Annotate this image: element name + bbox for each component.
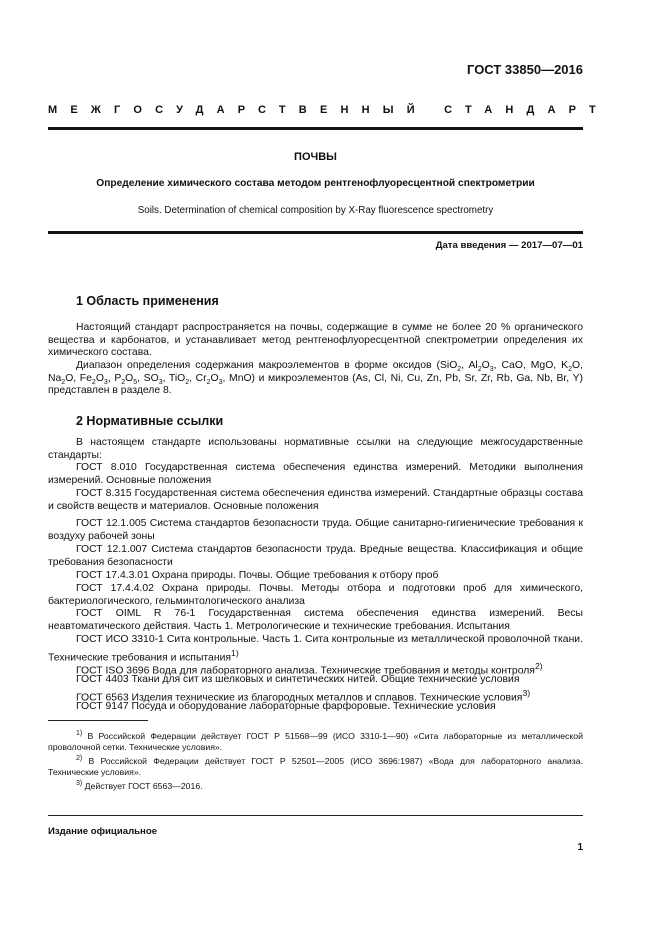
reference-item: ГОСТ 17.4.3.01 Охрана природы. Почвы. Общие требования к отбору проб: [76, 570, 439, 581]
document-title-english: Soils. Determination of chemical composition by X-Ray fluorescence spectrometry: [137, 205, 494, 216]
page-number: 1: [577, 842, 583, 853]
footnote-separator: [48, 720, 148, 721]
section-1-heading: 1 Область применения: [76, 294, 219, 308]
footnote: $^{2)}$ В Российской Федерации действует ГОСТ Р 52501—2005 (ИСО 3696:1987) «Вода для лабораторного анализа. Технические условия».: [48, 755, 583, 777]
reference-item: ГОСТ 17.4.4.02 Охрана природы. Почвы. Методы отбора и подготовки проб для химического, бактериологического, гельминтологического анализа: [48, 583, 583, 607]
standard-code: ГОСТ 33850—2016: [467, 62, 583, 77]
title-rule: [48, 231, 583, 234]
footnote: $^{1)}$ В Российской Федерации действует ГОСТ Р 51568—99 (ИСО 3310-1—90) «Сита лабораторные из металлической проволочной сетки. Технические условия».: [48, 730, 583, 752]
section-2-heading: 2 Нормативные ссылки: [76, 414, 224, 428]
reference-item: ГОСТ 6563 Изделия технические из благородных металлов и сплавов. Технические условия$^{3)}$: [76, 688, 531, 704]
reference-item: ГОСТ 12.1.005 Система стандартов безопасности труда. Общие санитарно-гигиенические требования к воздуху рабочей зоны: [48, 518, 583, 542]
reference-item: ГОСТ ИСО 3310-1 Сита контрольные. Часть 1. Сита контрольные из металлической проволочной ткани. Технические требования и испытания$^{1)}$: [48, 634, 583, 664]
header-rule: [48, 127, 583, 130]
footer-rule: [48, 815, 583, 816]
reference-item: ГОСТ 4403 Ткани для сит из шелковых и синтетических нитей. Общие технические условия: [76, 674, 520, 685]
reference-item: ГОСТ 12.1.007 Система стандартов безопасности труда. Вредные вещества. Классификация и общие требования безопасности: [48, 544, 583, 568]
reference-item: ГОСТ ISO 3696 Вода для лабораторного анализа. Технические требования и методы контроля$^{2)}$: [76, 661, 543, 677]
footnote: $^{3)}$ Действует ГОСТ 6563—2016.: [76, 780, 203, 791]
reference-item: ГОСТ 9147 Посуда и оборудование лабораторные фарфоровые. Технические условия: [76, 701, 496, 712]
reference-item: ГОСТ OIML R 76-1 Государственная система обеспечения единства измерений. Весы неавтоматического действия. Часть 1. Метрологические и технические требования. Испытания: [48, 608, 583, 632]
introduction-date: Дата введения — 2017—07—01: [435, 240, 583, 251]
references-intro: В настоящем стандарте использованы нормативные ссылки на следующие межгосударственные стандарты:: [48, 437, 583, 461]
document-title: ПОЧВЫ: [294, 151, 337, 163]
reference-item: ГОСТ 8.010 Государственная система обеспечения единства измерений. Методики выполнения измерений. Основные положения: [48, 462, 583, 486]
scope-paragraph: Настоящий стандарт распространяется на почвы, содержащие в сумме не более 20 % органического вещества и карбонатов, и устанавливает метод рентгенофлуоресцентной спектрометрии определения их химического состава.: [48, 322, 583, 359]
official-edition-label: Издание официальное: [48, 826, 158, 837]
document-subtitle: Определение химического состава методом рентгенофлуоресцентной спектрометрии: [96, 178, 535, 189]
reference-item: ГОСТ 8.315 Государственная система обеспечения единства измерений. Стандартные образцы состава и свойств веществ и материалов. Основные положения: [48, 488, 583, 512]
interstate-standard-banner: МЕЖГОСУДАРСТВЕННЫЙ СТАНДАРТ: [48, 104, 609, 116]
range-paragraph: Диапазон определения содержания макроэлементов в форме оксидов (SiO$_2$, $Al_2O_3$, CaO, MgO, $K_2O$, $Na_2O$, $Fe_2O_3$, $P_2O_5$, $SO_3$, TiO$_2$, $Cr_2O_3$, MnO) и микроэлементов (As, Cl, Ni, Cu, Zn, Pb, Sr, Zr, Rb, Ga, Nb, Br, Y) представлен в разделе 8.: [48, 360, 583, 397]
